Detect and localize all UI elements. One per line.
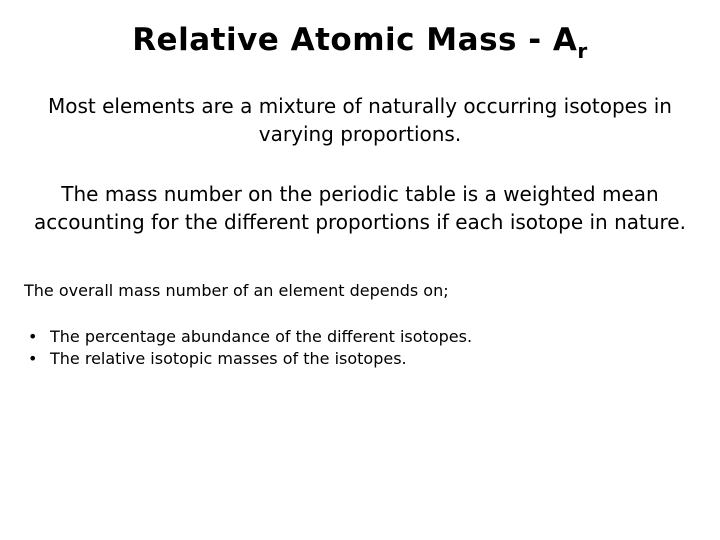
depends-on-paragraph: The overall mass number of an element depends on; <box>24 281 449 300</box>
slide-title-subscript: r <box>577 39 588 63</box>
list-item <box>24 348 704 370</box>
bullet-icon: • <box>28 349 38 368</box>
slide-title-text: Relative Atomic Mass - A <box>132 22 578 58</box>
weighted-mean-paragraph: The mass number on the periodic table is a weighted mean accounting for the different proportions if each isotope in nature. <box>34 182 686 234</box>
list-item <box>24 326 704 348</box>
slide-title <box>0 18 720 62</box>
intro-paragraph: Most elements are a mixture of naturally occurring isotopes in varying proportions. <box>48 94 672 146</box>
list-item-text: The relative isotopic masses of the isotopes. <box>50 349 407 368</box>
bullet-icon: • <box>28 327 38 346</box>
bullet-list <box>24 326 704 370</box>
list-item-text: The percentage abundance of the different isotopes. <box>50 327 473 346</box>
